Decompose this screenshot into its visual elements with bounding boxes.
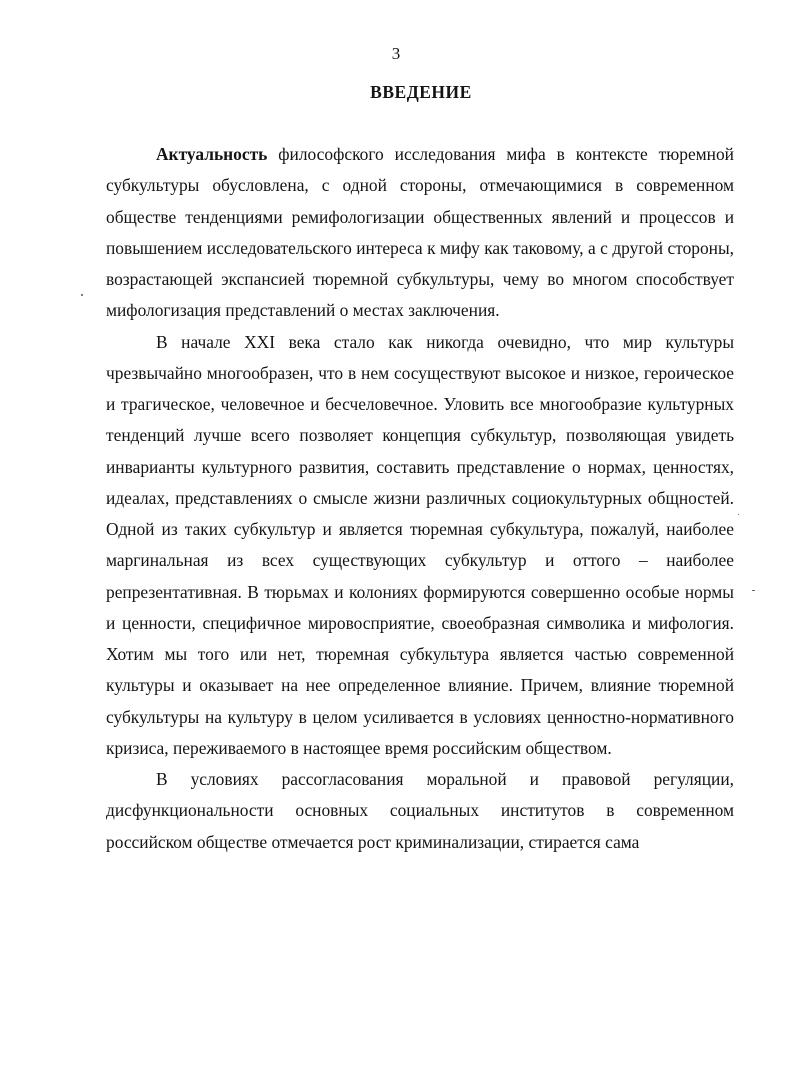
scan-speck [738, 514, 739, 515]
paragraph-text: В условиях рассогласования моральной и правовой регуляции, дисфункциональности основных социальных институтов в современном российском обществе отмечается рост криминализации, стирается сама [106, 769, 734, 852]
paragraph-conditions [106, 764, 734, 858]
page-number: 3 [391, 44, 401, 63]
body-text [106, 139, 734, 858]
scan-speck [752, 590, 755, 591]
paragraph-subcultures [106, 327, 734, 765]
relevance-term: Актуальность [156, 144, 268, 164]
scan-speck [81, 294, 83, 296]
paragraph-relevance [106, 139, 734, 327]
paragraph-text: В начале XXI века стало как никогда очевидно, что мир культуры чрезвычайно многообразен, что в нем сосуществуют высокое и низкое, героическое и трагическое, человечное и бесчеловечное. Уловить все многообразие культурных тенденций лучше всего позволяет концепция субкультур, позволяющая увидеть инварианты культурного развития, составить представление о нормах, ценностях, идеалах, представлениях о смысле жизни различных социокультурных общностей. Одной из таких субкультур и является тюремная субкультура, пожалуй, наиболее маргинальная из всех существующих субкультур и оттого – наиболее репрезентативная. В тюрьмах и колониях формируются совершенно особые нормы и ценности, специфичное мировосприятие, своеобразная символика и мифология. Хотим мы того или нет, тюремная субкультура является частью современной культуры и оказывает на нее определенное влияние. Причем, влияние тюремной субкультуры на культуру в целом усиливается в условиях ценностно-нормативного кризиса, переживаемого в настоящее время российским обществом. [106, 331, 734, 758]
paragraph-text: философского исследования мифа в контексте тюремной субкультуры обусловлена, с одной стороны, отмечающимися в современном обществе тенденциями ремифологизации общественных явлений и процессов и повышением исследовательского интереса к мифу как таковому, а с другой стороны, возрастающей экспансией тюремной субкультуры, чему во многом способствует мифологизация представлений о местах заключения. [106, 144, 734, 321]
section-heading: ВВЕДЕНИЕ [370, 82, 472, 102]
